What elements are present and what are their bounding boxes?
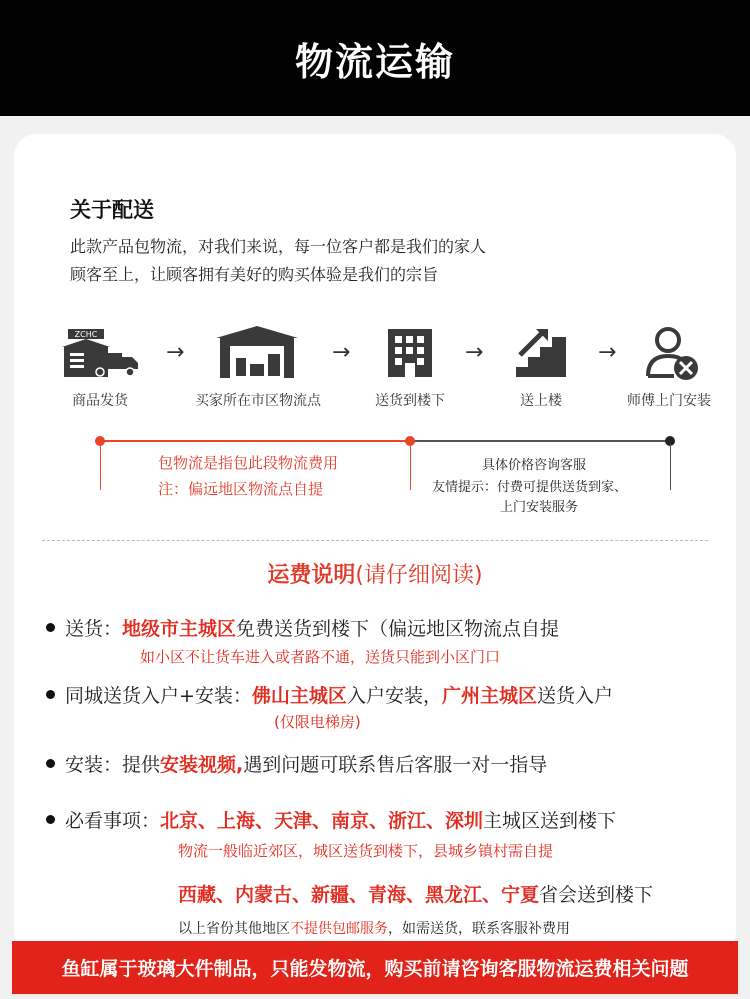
fee-row-install: 安装：提供安装视频,遇到问题可联系售后客服一对一指导 [46, 750, 547, 777]
remote-pickup-note: 注：偏远地区物流点自提 [158, 480, 324, 498]
paid-service-note: 友情提示：付费可提供送货到家、 [432, 480, 628, 495]
flow-step-1-label: 商品发货 [72, 393, 128, 409]
about-title: 关于配送 [70, 198, 154, 222]
timeline-mid-drop [410, 444, 411, 490]
fee-row-provinces: 西藏、内蒙古、新疆、青海、黑龙江、宁夏省会送到楼下 [178, 884, 654, 906]
about-line-2: 顾客至上，让顾客拥有美好的购买体验是我们的宗旨 [70, 265, 439, 284]
truck-sign: ZCHC [74, 330, 98, 339]
fee-row-local-install: 同城送货入户+安装：佛山主城区入户安装，广州主城区送货入户 [46, 681, 613, 708]
section-divider [42, 540, 708, 541]
fee-row-delivery: 送货：地级市主城区免费送货到楼下（偏远地区物流点自提 [46, 614, 559, 641]
installer-icon [644, 326, 700, 380]
flow-step-5-label: 师傅上门安装 [627, 393, 711, 409]
stairs-icon [514, 327, 568, 379]
building-icon [386, 327, 434, 379]
flow-arrow-4: → [598, 340, 617, 365]
price-consult-note: 具体价格咨询客服 [482, 458, 587, 473]
fee-row-provinces-note: 以上省份其他地区不提供包邮服务，如需送货，联系客服补费用 [178, 921, 570, 937]
flow-arrow-3: → [465, 340, 484, 365]
truck-warehouse-icon [58, 327, 142, 379]
install-service-note: 上门安装服务 [500, 500, 579, 515]
fee-row-local-install-note: (仅限电梯房) [274, 713, 361, 731]
fee-row-notice: 必看事项：北京、上海、天津、南京、浙江、深圳主城区送到楼下 [46, 806, 616, 833]
timeline-red-segment [100, 440, 410, 442]
page-header [0, 0, 750, 116]
flow-arrow-1: → [166, 340, 185, 365]
delivery-scope-note: 包物流是指包此段物流费用 [158, 454, 339, 472]
timeline-right-drop [670, 444, 671, 490]
warning-banner [12, 941, 738, 994]
fee-row-delivery-note: 如小区不让货车进入或者路不通，送货只能到小区门口 [140, 648, 501, 666]
fee-row-notice-sub: 物流一般临近郊区，城区送货到楼下，县城乡镇村需自提 [178, 842, 554, 860]
warehouse-icon [214, 324, 300, 380]
content-card [14, 134, 736, 954]
timeline-left-drop [100, 444, 101, 490]
flow-step-2-label: 买家所在市区物流点 [195, 393, 321, 409]
flow-step-4-label: 送上楼 [520, 393, 562, 409]
warning-banner-text: 鱼缸属于玻璃大件制品，只能发物流，购买前请咨询客服物流运费相关问题 [61, 958, 689, 980]
fee-title: 运费说明(请仔细阅读) [267, 563, 483, 588]
flow-step-3-label: 送货到楼下 [375, 393, 445, 409]
about-line-1: 此款产品包物流，对我们来说，每一位客户都是我们的家人 [70, 237, 487, 256]
page-title: 物流运输 [294, 39, 455, 84]
timeline-gray-segment [410, 440, 670, 442]
flow-arrow-2: → [332, 340, 351, 365]
